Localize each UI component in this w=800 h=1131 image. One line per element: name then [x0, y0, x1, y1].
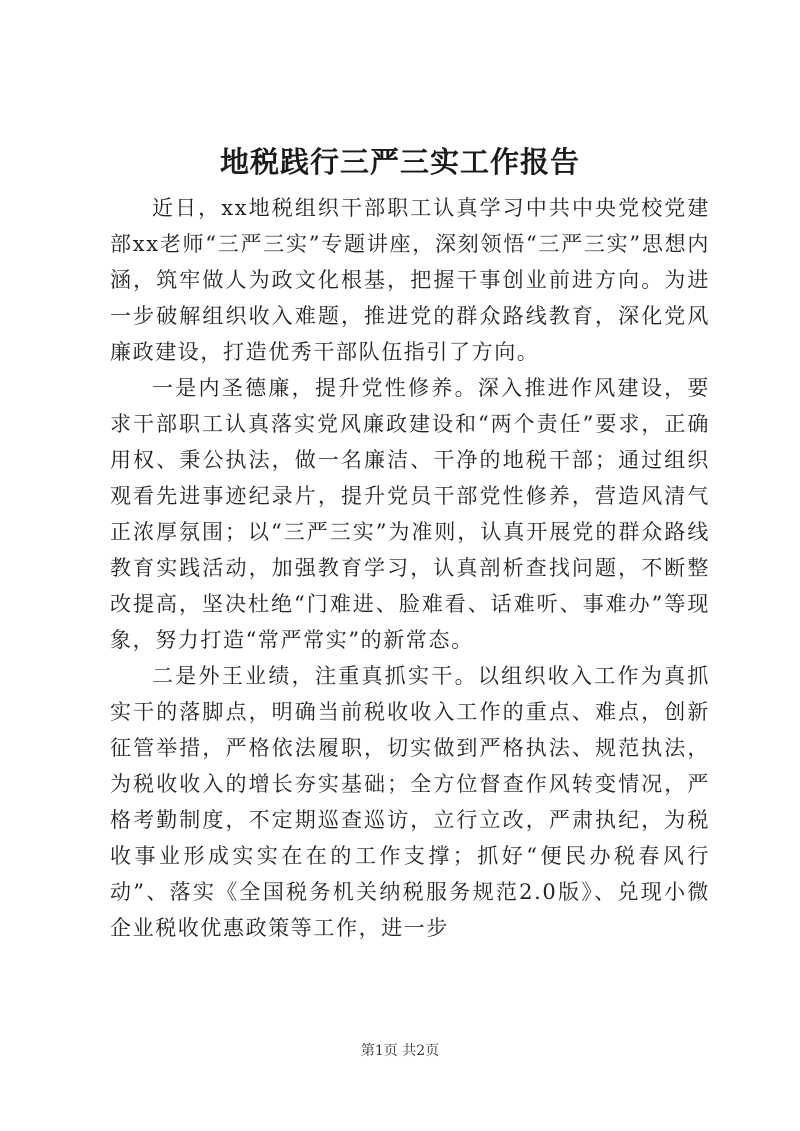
paragraph-point-two: 二是外王业绩，注重真抓实干。以组织收入工作为真抓实干的落脚点，明确当前税收收入工作的重点、难点，创新征管举措，严格依法履职，切实做到严格执法、规范执法，为税收收入的增长夯实基础；全方位督查作风转变情况，严格考勤制度，不定期巡查巡访，立行立改，严肃执纪，为税收事业形成实实在在的工作支撑；抓好“便民办税春风行动”、落实《全国税务机关纳税服务规范2.0版》、兑现小微企业税收优惠政策等工作，进一步 — [110, 664, 710, 940]
paragraph-point-one: 一是内圣德廉，提升党性修养。深入推进作风建设，要求干部职工认真落实党风廉政建设和“两个责任”要求，正确用权、秉公执法，做一名廉洁、干净的地税干部；通过组织观看先进事迹纪录片，提升党员干部党性修养，营造风清气正浓厚氛围；以“三严三实”为准则，认真开展党的群众路线教育实践活动，加强教育学习，认真剖析查找问题，不断整改提高，坚决杜绝“门难进、脸难看、话难听、事难办”等现象，努力打造“常严常实”的新常态。 — [110, 376, 710, 652]
document-title: 地税践行三严三实工作报告 — [219, 145, 580, 179]
page-footer: 第1页 共2页 — [360, 1043, 440, 1059]
document-body — [110, 190, 710, 946]
paragraph-intro: 近日，xx地税组织干部职工认真学习中共中央党校党建部xx老师“三严三实”专题讲座，深刻领悟“三严三实”思想内涵，筑牢做人为政文化根基，把握干事创业前进方向。为进一步破解组织收入难题，推进党的群众路线教育，深化党风廉政建设，打造优秀干部队伍指引了方向。 — [110, 196, 710, 364]
